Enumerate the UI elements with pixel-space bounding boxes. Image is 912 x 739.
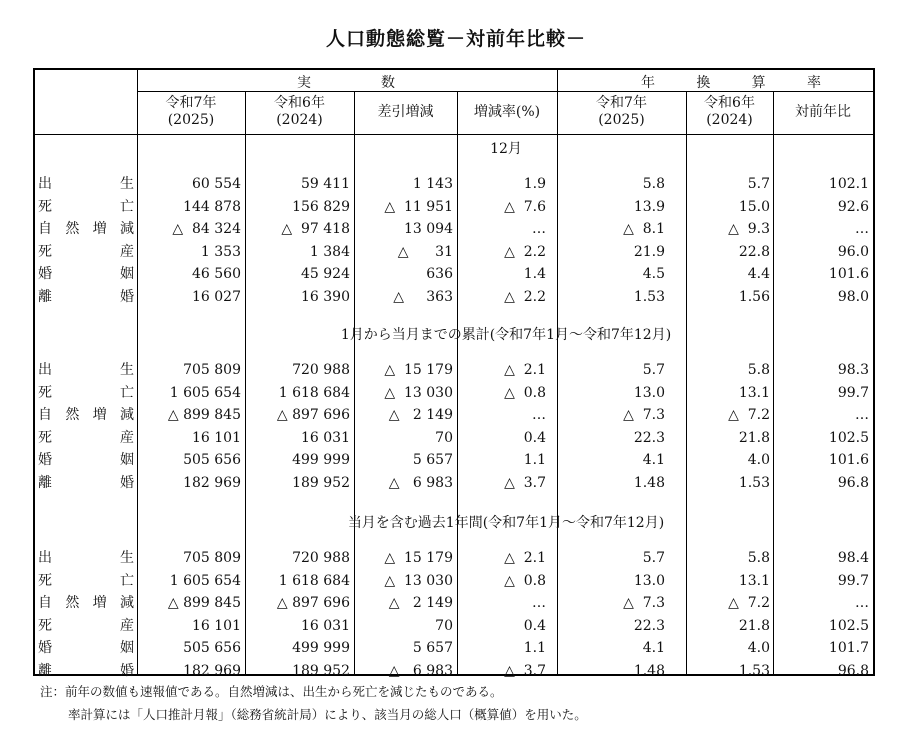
table-cell: 1 353 (200, 243, 241, 260)
table-cell: 13.9 (633, 198, 665, 215)
table-cell: △ 2.1 (504, 362, 546, 378)
table-cell: △ 31 (397, 243, 453, 260)
row-label (38, 472, 134, 494)
table-cell: 92.6 (837, 198, 869, 215)
table-cell: 1.53 (738, 475, 770, 491)
table-cell: △ 7.3 (623, 407, 665, 424)
table-cell: 21.9 (633, 243, 665, 260)
table-cell: △ 3.7 (504, 663, 546, 679)
row-label (38, 196, 134, 218)
row-label-char: 生 (120, 362, 134, 378)
table-cell: 4.0 (747, 640, 770, 657)
table-cell: 13.1 (738, 572, 770, 589)
row-label (38, 286, 134, 308)
header-divider (35, 134, 873, 135)
column-header-line1: 令和6年 (704, 95, 755, 111)
table-cell: 189 952 (292, 663, 350, 679)
table-cell: 96.8 (837, 663, 869, 679)
row-label-char: 生 (120, 176, 134, 192)
table-cell: 60 554 (192, 176, 241, 192)
row-label (38, 427, 134, 449)
row-label (38, 449, 134, 471)
column-header-line1: 令和7年 (596, 95, 647, 111)
table-cell: △ 2 149 (388, 595, 453, 612)
table-cell: 96.8 (837, 475, 869, 491)
table-cell: △ 0.8 (504, 384, 546, 401)
table-cell: … (855, 407, 869, 424)
table-cell: △ 899 845 (167, 407, 241, 424)
table-row (35, 404, 873, 426)
table-cell: △ 897 696 (276, 407, 350, 424)
statistics-table (33, 68, 875, 679)
table-row (35, 570, 873, 592)
table-cell: 0.4 (523, 617, 546, 634)
table-cell: 1.1 (523, 640, 546, 657)
row-label (38, 218, 134, 240)
table-cell: 22.3 (633, 429, 665, 446)
row-label-char: 離 (38, 289, 52, 305)
table-cell: 99.7 (837, 384, 869, 401)
table-cell: 182 969 (183, 663, 241, 679)
row-label-char: 自 (38, 595, 52, 612)
table-cell: 45 924 (301, 266, 350, 283)
table-cell: … (532, 595, 546, 612)
section-title: 12月 (490, 141, 522, 157)
table-cell: 102.1 (828, 176, 869, 192)
table-cell: 1.4 (523, 266, 546, 283)
table-cell: △ 2.2 (504, 289, 546, 305)
row-label-char: 自 (38, 407, 52, 424)
table-cell: 16 031 (301, 617, 350, 634)
table-cell: 16 101 (192, 617, 241, 634)
row-label-char: 減 (119, 595, 134, 612)
row-label-char: 産 (120, 429, 134, 446)
column-header-line1: 令和7年 (165, 95, 217, 111)
table-cell: 1 618 684 (278, 572, 350, 589)
table-cell: 1 618 684 (278, 384, 350, 401)
column-header-label: 差引増減 (377, 104, 434, 120)
table-cell: 705 809 (183, 362, 241, 378)
table-cell: △ 0.8 (504, 572, 546, 589)
table-cell: 189 952 (292, 475, 350, 491)
footnote-line-1: 注：前年の数値も速報値である。自然増減は、出生から死亡を減じたものである。 (40, 684, 503, 699)
row-label-char: 婚 (38, 266, 52, 283)
group-header-actual-char: 数 (381, 75, 395, 91)
table-cell: … (532, 221, 546, 238)
table-cell: 156 829 (292, 198, 350, 215)
table-row (35, 592, 873, 614)
table-cell: 70 (435, 429, 453, 446)
table-cell: 499 999 (292, 640, 350, 657)
table-row (35, 449, 873, 471)
table-cell: △ 2.2 (504, 243, 546, 260)
table-cell: 101.7 (828, 640, 869, 657)
column-header-label: 増減率(%) (473, 104, 541, 120)
table-row (35, 359, 873, 381)
table-cell: 1.53 (738, 663, 770, 679)
table-cell: 4.4 (747, 266, 770, 283)
row-label (38, 592, 134, 614)
table-cell: 16 027 (192, 289, 241, 305)
group-header-actual (297, 72, 395, 90)
table-cell: 4.1 (642, 452, 665, 469)
table-cell: 636 (426, 266, 453, 283)
row-label (38, 382, 134, 404)
table-row (35, 173, 873, 195)
table-row (35, 547, 873, 569)
page-title: 人口動態総覧－対前年比較－ (325, 28, 586, 50)
row-label-char: 減 (119, 407, 134, 424)
table-cell: … (855, 221, 869, 238)
table-cell: 21.8 (738, 429, 770, 446)
table-cell: 720 988 (292, 362, 350, 378)
table-cell: 22.3 (633, 617, 665, 634)
table-cell: 1.48 (633, 663, 665, 679)
table-cell: 16 101 (192, 429, 241, 446)
table-row (35, 637, 873, 659)
row-label-char: 死 (38, 572, 52, 589)
table-cell: 1 605 654 (169, 384, 241, 401)
row-label-char: 死 (38, 617, 52, 634)
table-cell: 1 605 654 (169, 572, 241, 589)
column-header-line2: (2025) (598, 112, 645, 128)
column-header-label: 対前年比 (795, 104, 851, 120)
row-label (38, 173, 134, 195)
table-cell: △ 2.1 (504, 550, 546, 566)
column-header (686, 95, 773, 129)
table-cell: 13.0 (633, 384, 665, 401)
row-label (38, 660, 134, 682)
table-cell: 705 809 (183, 550, 241, 566)
row-label-char: 増 (92, 221, 107, 238)
row-label (38, 637, 134, 659)
row-label-char: 出 (38, 550, 52, 566)
table-cell: △ 13 030 (384, 572, 453, 589)
table-cell: △ 13 030 (384, 384, 453, 401)
row-label-char: 婚 (120, 289, 134, 305)
table-cell: … (855, 595, 869, 612)
table-cell: 102.5 (828, 617, 869, 634)
row-label-char: 婚 (120, 663, 134, 679)
table-cell: 5.8 (642, 176, 665, 192)
table-cell: 720 988 (292, 550, 350, 566)
table-cell: △ 9.3 (728, 221, 770, 238)
table-cell: 98.0 (837, 289, 869, 305)
table-cell: 4.5 (642, 266, 665, 283)
column-header (245, 95, 354, 129)
table-cell: 5.7 (642, 550, 665, 566)
table-cell: 1 384 (309, 243, 350, 260)
table-cell: 1.1 (523, 452, 546, 469)
table-row (35, 382, 873, 404)
group-header-rate-char: 率 (806, 75, 821, 91)
row-label (38, 241, 134, 263)
row-label-char: 亡 (120, 572, 134, 589)
row-label-char: 死 (38, 384, 52, 401)
section-title: 1月から当月までの累計(令和7年1月～令和7年12月) (340, 327, 672, 343)
table-cell: △ 897 696 (276, 595, 350, 612)
table-cell: △ 7.2 (728, 407, 770, 424)
table-cell: 5.7 (642, 362, 665, 378)
row-label-char: 婚 (120, 475, 134, 491)
table-cell: 96.0 (837, 243, 869, 260)
row-label-char: 然 (65, 221, 80, 238)
table-cell: △ 7.6 (504, 198, 546, 215)
table-cell: 505 656 (183, 452, 241, 469)
column-header (137, 95, 245, 129)
table-cell: △ 84 324 (172, 221, 241, 238)
row-label-char: 増 (92, 407, 107, 424)
table-row (35, 615, 873, 637)
table-cell: △ 7.2 (728, 595, 770, 612)
group-header-rate-char: 換 (696, 75, 711, 91)
table-row (35, 472, 873, 494)
table-cell: 182 969 (183, 475, 241, 491)
row-label-char: 減 (119, 221, 134, 238)
table-cell: 5.7 (747, 176, 770, 192)
table-cell: △ 11 951 (384, 198, 453, 215)
row-label-char: 産 (120, 617, 134, 634)
table-cell: 16 390 (301, 289, 350, 305)
row-label-char: 亡 (120, 198, 134, 215)
row-label-char: 産 (120, 243, 134, 260)
row-label (38, 570, 134, 592)
row-label-char: 死 (38, 429, 52, 446)
table-cell: 70 (435, 617, 453, 634)
table-cell: 1.56 (738, 289, 770, 305)
row-label (38, 404, 134, 426)
table-cell: 46 560 (192, 266, 241, 283)
table-cell: 144 878 (183, 198, 241, 215)
footnote-line-2: 率計算には「人口推計月報」（総務省統計局）により、該当月の総人口（概算値）を用いた。 (68, 707, 587, 722)
row-label-char: 離 (38, 663, 52, 679)
row-label (38, 615, 134, 637)
table-cell: 4.0 (747, 452, 770, 469)
table-row (35, 241, 873, 263)
table-cell: 21.8 (738, 617, 770, 634)
table-cell: 13.0 (633, 572, 665, 589)
table-cell: △ 3.7 (504, 475, 546, 491)
table-row (35, 263, 873, 285)
group-header-actual-char: 実 (297, 75, 311, 91)
table-cell: △ 363 (393, 289, 453, 305)
table-cell: 1 143 (412, 176, 453, 192)
row-label-char: 増 (92, 595, 107, 612)
table-cell: 5 657 (412, 640, 453, 657)
row-label-char: 生 (120, 550, 134, 566)
table-cell: △ 8.1 (623, 221, 665, 238)
table-cell: 22.8 (738, 243, 770, 260)
row-label-char: 出 (38, 176, 52, 192)
table-cell: △ 2 149 (388, 407, 453, 424)
table-cell: △ 899 845 (167, 595, 241, 612)
row-label-char: 出 (38, 362, 52, 378)
row-label-char: 亡 (120, 384, 134, 401)
table-cell: 1.53 (633, 289, 665, 305)
header-divider (137, 91, 873, 92)
table-row (35, 196, 873, 218)
table-cell: 98.3 (837, 362, 869, 378)
table-cell: △ 6 983 (388, 475, 453, 491)
row-label-char: 然 (65, 595, 80, 612)
row-label (38, 547, 134, 569)
table-cell: △ 7.3 (623, 595, 665, 612)
column-header-line2: (2025) (167, 112, 215, 128)
table-cell: 5.8 (747, 362, 770, 378)
section-title: 当月を含む過去1年間(令和7年1月～令和7年12月) (347, 515, 665, 531)
table-cell: 499 999 (292, 452, 350, 469)
row-label-char: 姻 (120, 452, 134, 469)
table-cell: 101.6 (828, 266, 869, 283)
table-cell: 59 411 (301, 176, 350, 192)
table-cell: 0.4 (523, 429, 546, 446)
column-header-line2: (2024) (706, 112, 753, 128)
row-label-char: 自 (38, 221, 52, 238)
table-cell: … (532, 407, 546, 424)
table-cell: △ 97 418 (281, 221, 350, 238)
table-cell: 98.4 (837, 550, 869, 566)
column-header-line2: (2024) (276, 112, 323, 128)
group-divider (557, 70, 558, 92)
group-header-rate-char: 算 (751, 75, 766, 91)
table-cell: 99.7 (837, 572, 869, 589)
row-label-char: 姻 (120, 640, 134, 657)
table-row (35, 218, 873, 240)
row-label-char: 姻 (120, 266, 134, 283)
row-label-char: 婚 (38, 640, 52, 657)
table-cell: 1.9 (523, 176, 546, 192)
table-cell: 1.48 (633, 475, 665, 491)
table-row (35, 286, 873, 308)
table-cell: 16 031 (301, 429, 350, 446)
table-cell: 102.5 (828, 429, 869, 446)
table-cell: 4.1 (642, 640, 665, 657)
column-header (557, 95, 686, 129)
table-row (35, 660, 873, 682)
group-header-rate (641, 72, 821, 90)
table-cell: 13.1 (738, 384, 770, 401)
table-row (35, 427, 873, 449)
table-cell: 15.0 (738, 198, 770, 215)
table-cell: 13 094 (404, 221, 453, 238)
table-cell: 505 656 (183, 640, 241, 657)
table-cell: △ 15 179 (384, 362, 453, 378)
table-cell: △ 15 179 (384, 550, 453, 566)
table-cell: △ 6 983 (388, 663, 453, 679)
column-header-line1: 令和6年 (274, 95, 325, 111)
table-cell: 101.6 (828, 452, 869, 469)
row-label-char: 離 (38, 475, 52, 491)
row-label (38, 359, 134, 381)
row-label (38, 263, 134, 285)
table-cell: 5 657 (412, 452, 453, 469)
row-label-char: 婚 (38, 452, 52, 469)
table-cell: 5.8 (747, 550, 770, 566)
row-label-char: 死 (38, 198, 52, 215)
row-label-char: 死 (38, 243, 52, 260)
group-header-rate-char: 年 (641, 75, 655, 91)
row-label-char: 然 (65, 407, 80, 424)
